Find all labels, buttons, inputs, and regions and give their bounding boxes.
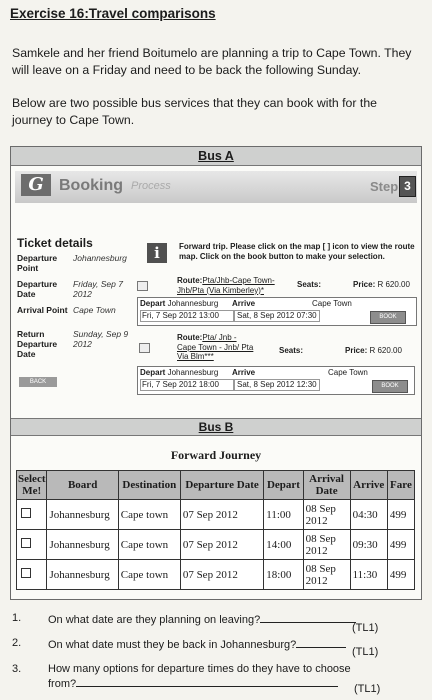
arrive-time: Sat, 8 Sep 2012 12:30 [234,379,320,391]
departure-date-cell: 07 Sep 2012 [180,560,263,590]
departure-point-value: Johannesburg [73,253,127,263]
seats-label: Seats: [297,280,322,289]
price-label: Price: [353,280,376,289]
info-icon: i [147,243,167,263]
destination-cell: Cape town [118,500,180,530]
col-select: Select Me! [17,471,47,500]
price-value: R 620.00 [377,280,410,289]
question-3-text-cont: from? [48,678,77,690]
destination-cell: Cape town [118,530,180,560]
exercise-title: Exercise 16:Travel comparisons [10,6,216,21]
arrival-date-cell: 08 Sep 2012 [303,500,350,530]
depart-city: Johannesburg [167,299,219,308]
col-board: Board [47,471,118,500]
price-label: Price: [345,346,368,355]
depart-cell: 14:00 [264,530,303,560]
step-number-badge: 3 [399,176,416,197]
back-button[interactable]: BACK [19,377,57,387]
return-departure-date-value: Sunday, Sep 9 2012 [73,329,129,349]
question-2-number: 2. [12,637,22,649]
departure-date-cell: 07 Sep 2012 [180,530,263,560]
select-checkbox[interactable] [21,568,31,578]
arrive-label: Arrive [232,368,256,377]
depart-cell: 11:00 [264,500,303,530]
question-2-text: On what date must they be back in Johannesburg? [48,639,297,651]
arrival-date-cell: 08 Sep 2012 [303,530,350,560]
map-icon[interactable] [137,281,148,291]
depart-header [140,299,218,308]
question-3-number: 3. [12,663,22,675]
col-destination: Destination [118,471,180,500]
arrive-city: Cape Town [328,368,368,377]
question-1-number: 1. [12,612,22,624]
fare-cell: 499 [387,530,414,560]
bus-b-schedule-table [16,470,415,590]
process-heading: Process [131,180,171,192]
price-value: R 620.00 [369,346,402,355]
arrive-cell: 11:30 [350,560,387,590]
departure-date-label: Departure Date [17,279,58,299]
arrival-point-label: Arrival Point [17,305,68,315]
col-departure-date: Departure Date [180,471,263,500]
bus-comparison-figure [10,146,422,600]
select-cell [17,530,47,560]
select-checkbox[interactable] [21,538,31,548]
select-cell [17,500,47,530]
book-button[interactable]: BOOK [372,380,408,393]
trip-option-1 [137,297,417,326]
departure-date-value: Friday, Sep 7 2012 [73,279,123,299]
depart-time: Fri, 7 Sep 2012 13:00 [140,310,234,322]
price-1 [353,280,410,289]
route-label: Route: [177,333,203,342]
board-cell: Johannesburg [47,530,118,560]
col-arrive: Arrive [350,471,387,500]
ticket-details-title: Ticket details [17,236,93,250]
price-2 [345,346,402,355]
depart-label: Depart [140,368,166,377]
bus-logo-icon: G [21,174,51,196]
col-arrival-date: Arrival Date [303,471,350,500]
arrive-city: Cape Town [312,299,352,308]
select-cell [17,560,47,590]
trip-option-2 [137,366,415,395]
book-button[interactable]: BOOK [370,311,406,324]
route-link[interactable]: Pta/Jhb-Cape Town-Jhb/Pta (Via Kimberley)* [177,276,275,295]
departure-date-cell: 07 Sep 2012 [180,500,263,530]
arrive-time: Sat, 8 Sep 2012 07:30 [234,310,320,322]
booking-heading: Booking [59,177,123,194]
board-cell: Johannesburg [47,500,118,530]
question-1 [48,612,356,627]
question-1-text: On what date are they planning on leaving? [48,614,261,626]
depart-cell: 18:00 [264,560,303,590]
answer-line-2[interactable] [296,637,346,648]
map-icon[interactable] [139,343,150,353]
depart-header [140,368,218,377]
booking-brand-bar [15,171,417,203]
table-row [17,500,415,530]
forward-journey-title: Forward Journey [170,448,262,462]
depart-time: Fri, 7 Sep 2012 18:00 [140,379,234,391]
arrive-label: Arrive [232,299,256,308]
bus-b-header: Bus B [11,418,421,436]
bus-a-header: Bus A [11,147,421,166]
depart-city: Johannesburg [167,368,219,377]
answer-line-1[interactable] [260,612,356,623]
col-depart: Depart [264,471,303,500]
arrive-cell: 09:30 [350,530,387,560]
arrival-point-value: Cape Town [73,305,116,315]
arrive-cell: 04:30 [350,500,387,530]
booking-instructions: Forward trip. Please click on the map [ ] icon to view the route map. Click on the book button to make your selection. [179,242,415,261]
route-link[interactable]: Pta/ Jnb - Cape Town - Jnb/ Pta Via Blm*** [177,333,254,361]
intro-paragraph: Samkele and her friend Boitumelo are planning a trip to Cape Town. They will leave on a Friday and need to be back the following Sunday. [12,46,412,77]
departure-point-label: Departure Point [17,253,58,273]
question-3 [48,663,368,691]
step-label: Step [370,179,399,194]
fare-cell: 499 [387,560,414,590]
question-3-mark: (TL1) [354,683,381,695]
select-checkbox[interactable] [21,508,31,518]
question-2-mark: (TL1) [352,646,379,658]
question-3-text: How many options for departure times do they have to choose [48,663,351,675]
destination-cell: Cape town [118,560,180,590]
arrival-date-cell: 08 Sep 2012 [303,560,350,590]
seats-label: Seats: [279,346,304,355]
route-label: Route: [177,276,203,285]
table-header-row [17,471,415,500]
col-fare: Fare [387,471,414,500]
question-2 [48,637,346,652]
depart-label: Depart [140,299,166,308]
table-row [17,560,415,590]
route-1 [177,276,285,295]
route-2 [177,333,257,362]
board-cell: Johannesburg [47,560,118,590]
fare-cell: 499 [387,500,414,530]
table-row [17,530,415,560]
lead-paragraph: Below are two possible bus services that they can book with for the journey to Cape Town. [12,96,377,127]
question-1-mark: (TL1) [352,622,379,634]
answer-line-3[interactable] [76,676,338,687]
return-departure-date-label: Return Departure Date [17,329,58,359]
